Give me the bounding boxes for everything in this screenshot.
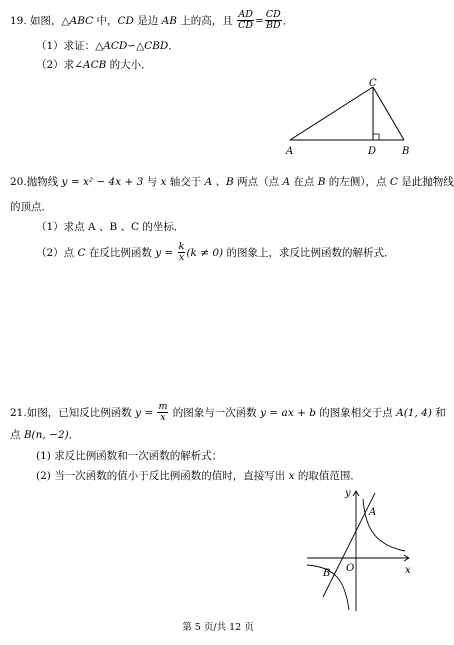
q20-A: A [204, 176, 213, 188]
q19-text2: 是边 [133, 14, 162, 27]
q19-part1-label: （1）求证： [36, 40, 96, 52]
q21-frac-den: x [160, 412, 166, 424]
q20-parabola-formula: y = x² − 4x + 3 [61, 176, 144, 188]
q19-frac1-den: CD [238, 20, 254, 32]
q19-triangle-figure [282, 78, 422, 160]
q19-cd: CD [117, 14, 134, 27]
q20-part2-cond: (k ≠ 0) [186, 246, 224, 259]
q19-label-b: B [402, 146, 410, 157]
q20-part2-C: C [77, 246, 86, 259]
q20-part2 [36, 242, 395, 264]
page-footer: 第 5 页/共 12 页 [182, 622, 254, 633]
q20-text-d: 、 [212, 176, 227, 188]
q21-label-x: x [405, 565, 411, 576]
q19-frac2-den: BD [265, 20, 281, 32]
q20-text-f: 在点 [290, 176, 318, 188]
q21-part2-b: 的取值范围． [294, 470, 361, 482]
q21-text-d: 和 [431, 406, 446, 419]
q20-B: B [226, 176, 234, 188]
q20-C: C [389, 176, 398, 188]
q20-number: 20. [10, 176, 27, 188]
q19-equals: = [255, 14, 264, 27]
q20-part2-c: 的图象上，求反比例函数的解析式． [223, 246, 395, 259]
q21-part2-a: (2) 当一次函数的值小于反比例函数的值时，直接写出 [36, 470, 289, 482]
q19-part1-end: ． [168, 40, 179, 52]
q19-triangle: △ABC [61, 14, 94, 27]
q20-text-h: 是此抛物线 [397, 176, 454, 188]
q20-line2: 的顶点． [10, 201, 52, 213]
q20-text-e: 两点（点 [233, 176, 283, 188]
q20-part1: （1）求点 A 、B 、C 的坐标． [36, 221, 185, 233]
q19-part2 [36, 59, 152, 71]
q20-fraction [178, 242, 186, 264]
q20-part2-a: （2）点 [36, 246, 78, 259]
q19-label-c: C [369, 78, 377, 89]
q21-linear: y = ax + b [260, 406, 316, 419]
q19-fraction-2 [265, 10, 282, 32]
q21-label-o: O [346, 563, 355, 574]
q20-text-b: 与 [143, 176, 161, 188]
q19-period: ． [282, 14, 294, 27]
q19-frac2-num: CD [265, 9, 281, 20]
q19-line1 [10, 10, 293, 32]
q19-text3: 上的高，且 [176, 14, 233, 27]
q20-A2: A [282, 176, 291, 188]
q21-label-y: y [345, 488, 351, 499]
q19-part2-math: ∠ACB [74, 59, 107, 71]
q19-number: 19. [10, 14, 27, 27]
q19-part2-end: 的大小． [106, 59, 152, 71]
q19-frac1-num: AD [238, 9, 253, 20]
q20-line1 [10, 176, 454, 188]
q20-frac-den: x [178, 252, 185, 264]
q21-text-c: 的图象相交于点 [315, 406, 397, 419]
q19-text: 中， [93, 14, 118, 27]
q20-part2-y: y = [155, 246, 177, 259]
q20-text-g: 的左侧），点 [325, 176, 390, 188]
q20-x: x [160, 176, 167, 188]
q21-text-a: 如图，已知反比例函数 [26, 406, 136, 419]
q19-part1 [36, 40, 179, 52]
q21-line2-b: ． [68, 429, 80, 441]
q20-frac-num: k [178, 241, 185, 252]
q21-point-a: A(1, 4) [396, 406, 432, 419]
q21-frac-num: m [158, 401, 168, 412]
q21-y: y = [135, 406, 157, 419]
q21-part2-x: x [288, 470, 295, 482]
q19-label-d: D [368, 146, 377, 157]
q21-fraction [157, 402, 168, 424]
q20-text-c: 轴交于 [166, 176, 205, 188]
q19-intro: 如图， [30, 14, 62, 27]
q21-point-b: B(n, −2) [23, 429, 69, 441]
q20-text-a: 抛物线 [26, 176, 62, 188]
q21-number: 21. [10, 406, 27, 419]
q21-line2 [10, 429, 79, 441]
q19-fraction-1 [237, 10, 254, 32]
q21-graph-figure [305, 485, 417, 615]
q19-part1-math: △ACD∽△CBD [95, 40, 169, 52]
q20-part2-b: 在反比例函数 [85, 246, 156, 259]
q20-B2: B [317, 176, 326, 188]
q21-line1 [10, 402, 446, 424]
q19-label-a: A [286, 146, 294, 157]
q21-label-a: A [369, 507, 377, 518]
q19-ab: AB [161, 14, 177, 27]
q21-label-b: B [323, 568, 331, 579]
q21-part2 [36, 470, 361, 482]
q19-part2-label: （2）求 [36, 59, 75, 71]
q21-text-b: 的图象与一次函数 [169, 406, 261, 419]
q21-line2-a: 点 [10, 429, 24, 441]
q21-part1: (1) 求反比例函数和一次函数的解析式； [36, 450, 223, 462]
